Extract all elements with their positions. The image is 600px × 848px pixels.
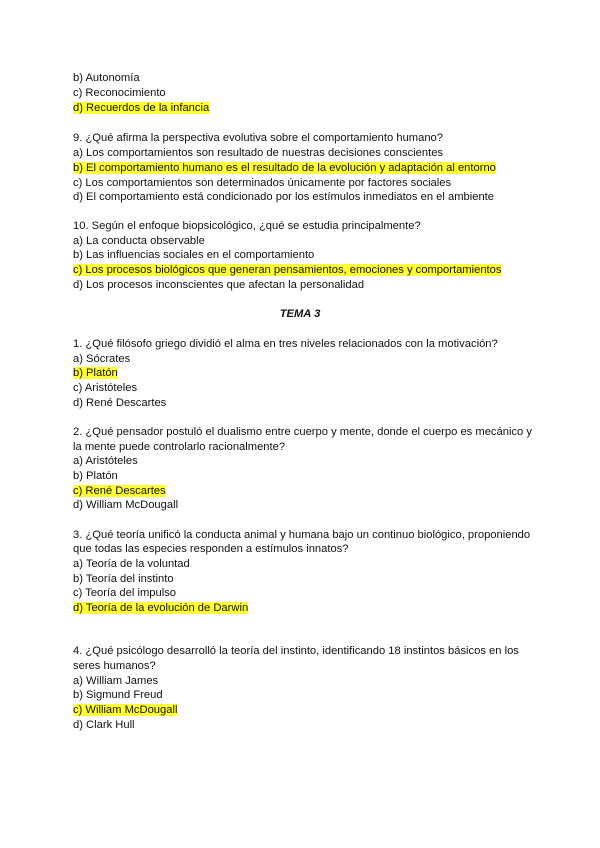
option-line: a) Teoría de la voluntad (73, 558, 190, 570)
question-text: seres humanos? (73, 660, 156, 672)
option-line: c) Teoría del impulso (73, 587, 177, 599)
option-line: a) Sócrates (73, 353, 131, 365)
option-line: a) Los comportamientos son resultado de nuestras decisiones conscientes (73, 147, 444, 159)
question-text: 2. ¿Qué pensador postuló el dualismo entre cuerpo y mente, donde el cuerpo es mecánico y (73, 426, 532, 438)
option-line-highlighted: c) Los procesos biológicos que generan pensamientos, emociones y comportamientos (73, 264, 502, 276)
question-text: 4. ¿Qué psicólogo desarrolló la teoría del instinto, identificando 18 instintos básicos en los (73, 645, 519, 657)
section-title: TEMA 3 (279, 308, 321, 320)
option-line: d) Los procesos inconscientes que afectan la personalidad (73, 279, 365, 291)
question-text: que todas las especies responden a estímulos innatos? (73, 543, 349, 555)
option-line: d) Clark Hull (73, 719, 135, 731)
option-line-highlighted: c) William McDougall (73, 704, 178, 716)
option-line-highlighted: b) Platón (73, 367, 118, 379)
option-line: b) Sigmund Freud (73, 689, 163, 701)
option-line: b) Teoría del instinto (73, 573, 174, 585)
option-line: c) Aristóteles (73, 382, 138, 394)
option-line: c) Los comportamientos son determinados únicamente por factores sociales (73, 177, 452, 189)
option-line-highlighted: d) Recuerdos de la infancia (73, 102, 210, 114)
option-line-highlighted: b) El comportamiento humano es el resultado de la evolución y adaptación al entorno (73, 162, 496, 174)
option-line-highlighted: d) Teoría de la evolución de Darwin (73, 602, 249, 614)
option-line: a) La conducta observable (73, 235, 205, 247)
question-text: la mente puede controlarlo racionalmente? (73, 441, 286, 453)
option-line: d) William McDougall (73, 499, 179, 511)
question-text: 9. ¿Qué afirma la perspectiva evolutiva sobre el comportamiento humano? (73, 132, 443, 144)
option-line: b) Las influencias sociales en el comportamiento (73, 249, 315, 261)
option-line: d) El comportamiento está condicionado por los estímulos inmediatos en el ambiente (73, 191, 495, 203)
question-text: 3. ¿Qué teoría unificó la conducta animal y humana bajo un continuo biológico, proponiendo (73, 529, 531, 541)
option-line: d) René Descartes (73, 397, 167, 409)
question-text: 10. Según el enfoque biopsicológico, ¿qué se estudia principalmente? (73, 220, 421, 232)
option-line: a) William James (73, 675, 159, 687)
question-text: 1. ¿Qué filósofo griego dividió el alma en tres niveles relacionados con la motivación? (73, 338, 498, 350)
option-line: c) Reconocimiento (73, 87, 166, 99)
option-line-highlighted: c) René Descartes (73, 485, 166, 497)
option-line: b) Platón (73, 470, 118, 482)
option-line: b) Autonomía (73, 72, 140, 84)
option-line: a) Aristóteles (73, 455, 138, 467)
